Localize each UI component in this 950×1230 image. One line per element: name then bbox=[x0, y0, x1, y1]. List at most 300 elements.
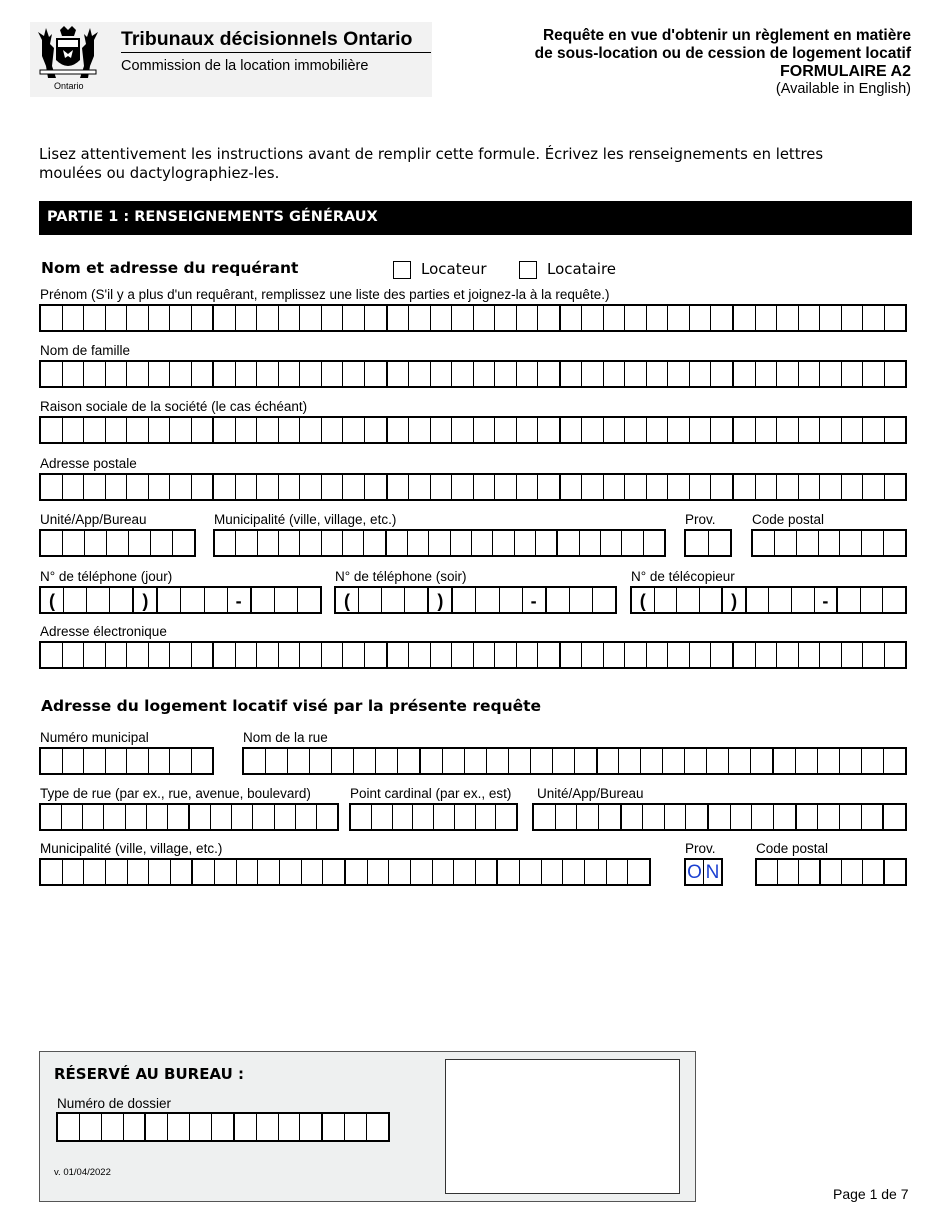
instructions-text bbox=[39, 145, 823, 183]
char-box bbox=[690, 418, 712, 442]
char-box bbox=[536, 531, 558, 555]
char-box bbox=[62, 805, 83, 829]
phone-evening-label: N° de téléphone (soir) bbox=[335, 569, 467, 584]
char-box bbox=[455, 805, 476, 829]
char-box bbox=[517, 306, 539, 330]
char-box bbox=[476, 805, 497, 829]
char-box bbox=[575, 749, 598, 773]
char-box bbox=[821, 860, 842, 884]
street-number-field[interactable] bbox=[39, 747, 214, 775]
prov-field[interactable] bbox=[684, 529, 732, 557]
char-box bbox=[668, 306, 690, 330]
char-box bbox=[107, 531, 129, 555]
char-box bbox=[799, 306, 821, 330]
char-box bbox=[753, 531, 775, 555]
rental-prov-char-1: O bbox=[686, 860, 704, 884]
char-box bbox=[365, 475, 388, 499]
char-box bbox=[622, 531, 643, 555]
char-box bbox=[364, 531, 386, 555]
char-box bbox=[41, 531, 63, 555]
char-box bbox=[561, 306, 583, 330]
char-box bbox=[300, 418, 322, 442]
char-box bbox=[885, 362, 906, 386]
char-box bbox=[106, 362, 128, 386]
char-box bbox=[690, 475, 712, 499]
char-box bbox=[323, 1114, 345, 1140]
char-box bbox=[495, 306, 517, 330]
char-box bbox=[756, 418, 778, 442]
char-box bbox=[799, 643, 821, 667]
phone-day-field[interactable] bbox=[39, 586, 322, 614]
char-box bbox=[556, 805, 578, 829]
char-box bbox=[214, 418, 236, 442]
char-box bbox=[561, 418, 583, 442]
char-box bbox=[127, 418, 149, 442]
char-box bbox=[472, 531, 493, 555]
char-box bbox=[215, 860, 237, 884]
char-box bbox=[454, 860, 476, 884]
char-box: - bbox=[815, 588, 839, 612]
char-box bbox=[41, 475, 63, 499]
char-box bbox=[41, 749, 63, 773]
tenant-checkbox[interactable] bbox=[519, 261, 537, 279]
prov-label: Prov. bbox=[685, 512, 716, 527]
char-box bbox=[106, 306, 128, 330]
char-box bbox=[354, 749, 376, 773]
char-box bbox=[389, 860, 411, 884]
char-box bbox=[84, 860, 106, 884]
char-box bbox=[146, 1114, 168, 1140]
char-box bbox=[126, 805, 147, 829]
char-box bbox=[885, 418, 906, 442]
landlord-checkbox[interactable] bbox=[393, 261, 411, 279]
char-box bbox=[538, 306, 561, 330]
char-box bbox=[345, 1114, 367, 1140]
char-box bbox=[563, 860, 585, 884]
char-box bbox=[863, 306, 885, 330]
char-box bbox=[168, 805, 190, 829]
char-box bbox=[63, 306, 85, 330]
char-box bbox=[236, 362, 258, 386]
char-box bbox=[884, 531, 905, 555]
char-box bbox=[214, 643, 236, 667]
char-box bbox=[393, 805, 414, 829]
char-box bbox=[192, 362, 215, 386]
char-box bbox=[300, 531, 321, 555]
char-box bbox=[149, 475, 171, 499]
char-box bbox=[63, 643, 85, 667]
char-box bbox=[690, 306, 712, 330]
available-in-english: (Available in English) bbox=[775, 81, 911, 97]
char-box bbox=[127, 643, 149, 667]
char-box bbox=[372, 805, 393, 829]
char-box bbox=[647, 362, 669, 386]
char-box bbox=[538, 643, 561, 667]
char-box bbox=[465, 749, 487, 773]
char-box bbox=[797, 531, 819, 555]
char-box bbox=[792, 588, 815, 612]
char-box bbox=[561, 643, 583, 667]
char-box: ) bbox=[429, 588, 453, 612]
last-name-field[interactable] bbox=[39, 360, 907, 388]
char-box bbox=[127, 362, 149, 386]
char-box bbox=[607, 860, 629, 884]
char-box bbox=[495, 643, 517, 667]
char-box bbox=[861, 588, 884, 612]
street-type-label: Type de rue (par ex., rue, avenue, boulevard) bbox=[40, 786, 311, 801]
char-box bbox=[382, 588, 405, 612]
char-box bbox=[408, 531, 429, 555]
char-box bbox=[322, 643, 344, 667]
char-box bbox=[346, 860, 368, 884]
char-box bbox=[493, 531, 514, 555]
char-box bbox=[840, 805, 862, 829]
char-box bbox=[474, 643, 496, 667]
file-number-field[interactable] bbox=[56, 1112, 390, 1142]
char-box bbox=[63, 531, 85, 555]
rental-postal-field[interactable] bbox=[755, 858, 907, 886]
unit-field[interactable] bbox=[39, 529, 196, 557]
char-box bbox=[106, 749, 128, 773]
char-box bbox=[258, 860, 280, 884]
char-box bbox=[279, 475, 301, 499]
company-label: Raison sociale de la société (le cas échéant) bbox=[40, 399, 308, 414]
char-box bbox=[84, 749, 106, 773]
char-box bbox=[322, 531, 343, 555]
char-box bbox=[63, 362, 85, 386]
char-box bbox=[885, 643, 906, 667]
char-box bbox=[252, 588, 275, 612]
char-box bbox=[690, 362, 712, 386]
char-box bbox=[820, 418, 842, 442]
char-box bbox=[149, 749, 171, 773]
char-box bbox=[862, 749, 884, 773]
char-box bbox=[619, 749, 641, 773]
char-box bbox=[84, 306, 106, 330]
char-box bbox=[63, 418, 85, 442]
char-box bbox=[842, 362, 864, 386]
char-box bbox=[84, 362, 106, 386]
char-box bbox=[343, 362, 365, 386]
char-box bbox=[376, 749, 398, 773]
char-box bbox=[495, 418, 517, 442]
char-box bbox=[359, 588, 382, 612]
char-box bbox=[106, 475, 128, 499]
char-box bbox=[127, 749, 149, 773]
char-box bbox=[212, 1114, 235, 1140]
char-box bbox=[818, 805, 840, 829]
char-box bbox=[628, 860, 649, 884]
char-box bbox=[129, 531, 151, 555]
char-box bbox=[104, 805, 125, 829]
char-box bbox=[452, 475, 474, 499]
landlord-label: Locateur bbox=[421, 260, 487, 278]
char-box bbox=[84, 475, 106, 499]
char-box bbox=[300, 1114, 323, 1140]
char-box bbox=[388, 362, 410, 386]
char-box bbox=[41, 306, 63, 330]
char-box bbox=[842, 643, 864, 667]
char-box bbox=[840, 531, 862, 555]
char-box bbox=[158, 588, 181, 612]
char-box bbox=[173, 531, 194, 555]
char-box bbox=[752, 805, 774, 829]
char-box bbox=[729, 749, 751, 773]
char-box bbox=[686, 805, 709, 829]
char-box bbox=[343, 475, 365, 499]
char-box bbox=[777, 418, 799, 442]
street-name-field[interactable] bbox=[242, 747, 907, 775]
first-name-field[interactable] bbox=[39, 304, 907, 332]
char-box bbox=[388, 643, 410, 667]
mailing-address-field[interactable] bbox=[39, 473, 907, 501]
char-box bbox=[863, 643, 885, 667]
char-box bbox=[106, 418, 128, 442]
char-box bbox=[885, 306, 906, 330]
char-box bbox=[367, 1114, 388, 1140]
char-box bbox=[756, 475, 778, 499]
char-box bbox=[63, 749, 85, 773]
char-box bbox=[820, 643, 842, 667]
char-box bbox=[570, 588, 593, 612]
char-box bbox=[411, 860, 433, 884]
char-box bbox=[707, 749, 729, 773]
rental-prov-field[interactable] bbox=[684, 858, 723, 886]
char-box: ( bbox=[336, 588, 359, 612]
char-box bbox=[517, 475, 539, 499]
postal-code-field[interactable] bbox=[751, 529, 907, 557]
char-box bbox=[41, 643, 63, 667]
char-box bbox=[863, 475, 885, 499]
org-subtitle: Commission de la location immobilière bbox=[121, 58, 369, 74]
char-box bbox=[474, 418, 496, 442]
char-box bbox=[582, 306, 604, 330]
rental-prov-char-2: N bbox=[705, 862, 720, 883]
char-box bbox=[192, 749, 213, 773]
char-box bbox=[799, 475, 821, 499]
char-box bbox=[665, 805, 687, 829]
char-box bbox=[147, 805, 168, 829]
char-box bbox=[124, 1114, 147, 1140]
char-box bbox=[769, 588, 792, 612]
char-box bbox=[214, 362, 236, 386]
char-box bbox=[517, 418, 539, 442]
char-box bbox=[300, 306, 322, 330]
char-box bbox=[257, 1114, 279, 1140]
char-box bbox=[431, 362, 453, 386]
char-box bbox=[838, 588, 861, 612]
char-box bbox=[365, 643, 388, 667]
char-box bbox=[431, 643, 453, 667]
instructions-line2: moulées ou dactylographiez-les. bbox=[39, 165, 280, 182]
char-box bbox=[343, 418, 365, 442]
char-box bbox=[431, 418, 453, 442]
char-box bbox=[756, 643, 778, 667]
char-box bbox=[517, 362, 539, 386]
char-box bbox=[365, 306, 388, 330]
char-box bbox=[63, 860, 85, 884]
char-box bbox=[170, 306, 192, 330]
char-box bbox=[819, 531, 841, 555]
char-box bbox=[495, 362, 517, 386]
char-box bbox=[181, 588, 204, 612]
char-box bbox=[429, 531, 450, 555]
char-box bbox=[127, 475, 149, 499]
char-box bbox=[711, 475, 734, 499]
char-box bbox=[777, 475, 799, 499]
char-box bbox=[405, 588, 429, 612]
char-box bbox=[842, 475, 864, 499]
char-box bbox=[534, 805, 556, 829]
municipality-field[interactable] bbox=[213, 529, 666, 557]
char-box bbox=[235, 1114, 257, 1140]
char-box bbox=[279, 362, 301, 386]
char-box bbox=[731, 805, 753, 829]
char-box bbox=[300, 475, 322, 499]
company-field[interactable] bbox=[39, 416, 907, 444]
form-title-line1: Requête en vue d'obtenir un règlement en matière bbox=[542, 27, 911, 44]
char-box bbox=[41, 362, 63, 386]
char-box bbox=[842, 306, 864, 330]
postal-code-label: Code postal bbox=[752, 512, 825, 527]
char-box bbox=[409, 475, 431, 499]
char-box bbox=[275, 805, 296, 829]
rental-address-heading: Adresse du logement locatif visé par la présente requête bbox=[41, 697, 542, 715]
char-box bbox=[751, 749, 774, 773]
char-box bbox=[690, 643, 712, 667]
char-box bbox=[192, 418, 215, 442]
char-box bbox=[601, 531, 622, 555]
char-box bbox=[604, 643, 626, 667]
char-box bbox=[580, 531, 601, 555]
char-box bbox=[388, 306, 410, 330]
char-box bbox=[474, 475, 496, 499]
char-box bbox=[128, 860, 150, 884]
char-box bbox=[625, 475, 647, 499]
char-box bbox=[668, 643, 690, 667]
char-box bbox=[747, 588, 770, 612]
char-box bbox=[509, 749, 531, 773]
char-box bbox=[279, 1114, 301, 1140]
char-box bbox=[322, 418, 344, 442]
char-box bbox=[495, 475, 517, 499]
unit-label: Unité/App/Bureau bbox=[40, 512, 147, 527]
phone-evening-field[interactable] bbox=[334, 586, 617, 614]
char-box bbox=[322, 306, 344, 330]
char-box bbox=[170, 362, 192, 386]
char-box bbox=[170, 749, 192, 773]
char-box bbox=[711, 362, 734, 386]
char-box bbox=[709, 531, 731, 555]
char-box bbox=[577, 805, 599, 829]
office-use-title: RÉSERVÉ AU BUREAU : bbox=[54, 1065, 244, 1083]
char-box bbox=[863, 860, 885, 884]
phone-day-label: N° de téléphone (jour) bbox=[40, 569, 173, 584]
char-box: - bbox=[523, 588, 547, 612]
char-box bbox=[84, 643, 106, 667]
char-box bbox=[351, 805, 372, 829]
char-box bbox=[840, 749, 862, 773]
char-box bbox=[553, 749, 575, 773]
header-divider bbox=[121, 52, 431, 53]
char-box bbox=[582, 643, 604, 667]
char-box bbox=[193, 860, 215, 884]
char-box bbox=[205, 588, 228, 612]
char-box bbox=[452, 643, 474, 667]
char-box bbox=[777, 306, 799, 330]
fax-field[interactable] bbox=[630, 586, 907, 614]
char-box bbox=[711, 306, 734, 330]
crest-caption: Ontario bbox=[54, 81, 84, 91]
char-box bbox=[668, 475, 690, 499]
instructions-line1: Lisez attentivement les instructions avant de remplir cette formule. Écrivez les renseignements en lettres bbox=[39, 146, 824, 163]
char-box bbox=[647, 475, 669, 499]
char-box bbox=[885, 475, 906, 499]
char-box bbox=[476, 860, 499, 884]
char-box bbox=[80, 1114, 102, 1140]
char-box bbox=[668, 418, 690, 442]
char-box bbox=[110, 588, 134, 612]
char-box bbox=[734, 418, 756, 442]
char-box bbox=[711, 643, 734, 667]
email-field[interactable] bbox=[39, 641, 907, 669]
char-box bbox=[774, 749, 796, 773]
char-box bbox=[149, 306, 171, 330]
char-box bbox=[820, 362, 842, 386]
rental-municipality-field[interactable] bbox=[39, 858, 651, 886]
char-box bbox=[598, 749, 620, 773]
char-box bbox=[604, 306, 626, 330]
rental-postal-label: Code postal bbox=[756, 841, 829, 856]
char-box bbox=[604, 418, 626, 442]
char-box bbox=[298, 588, 320, 612]
char-box bbox=[257, 475, 279, 499]
char-box bbox=[644, 531, 664, 555]
char-box bbox=[643, 805, 665, 829]
char-box bbox=[756, 306, 778, 330]
rental-municipality-label: Municipalité (ville, village, etc.) bbox=[40, 841, 223, 856]
char-box bbox=[777, 643, 799, 667]
street-type-field[interactable] bbox=[39, 803, 339, 831]
char-box bbox=[280, 860, 302, 884]
char-box: - bbox=[228, 588, 252, 612]
char-box bbox=[474, 362, 496, 386]
char-box bbox=[622, 805, 644, 829]
char-box bbox=[593, 588, 615, 612]
char-box bbox=[368, 860, 390, 884]
char-box bbox=[300, 643, 322, 667]
char-box bbox=[451, 531, 472, 555]
char-box bbox=[192, 306, 215, 330]
char-box bbox=[237, 860, 259, 884]
char-box bbox=[453, 588, 476, 612]
char-box bbox=[734, 475, 756, 499]
char-box bbox=[302, 860, 324, 884]
char-box bbox=[296, 805, 317, 829]
char-box bbox=[862, 531, 884, 555]
applicant-heading: Nom et adresse du requérant bbox=[41, 259, 299, 277]
char-box bbox=[214, 475, 236, 499]
char-box bbox=[170, 418, 192, 442]
ontario-coat-of-arms-icon bbox=[36, 26, 100, 82]
rental-unit-field[interactable] bbox=[532, 803, 907, 831]
char-box bbox=[796, 749, 818, 773]
char-box bbox=[85, 531, 107, 555]
fax-label: N° de télécopieur bbox=[631, 569, 735, 584]
char-box bbox=[236, 643, 258, 667]
direction-field[interactable] bbox=[349, 803, 518, 831]
char-box bbox=[322, 362, 344, 386]
